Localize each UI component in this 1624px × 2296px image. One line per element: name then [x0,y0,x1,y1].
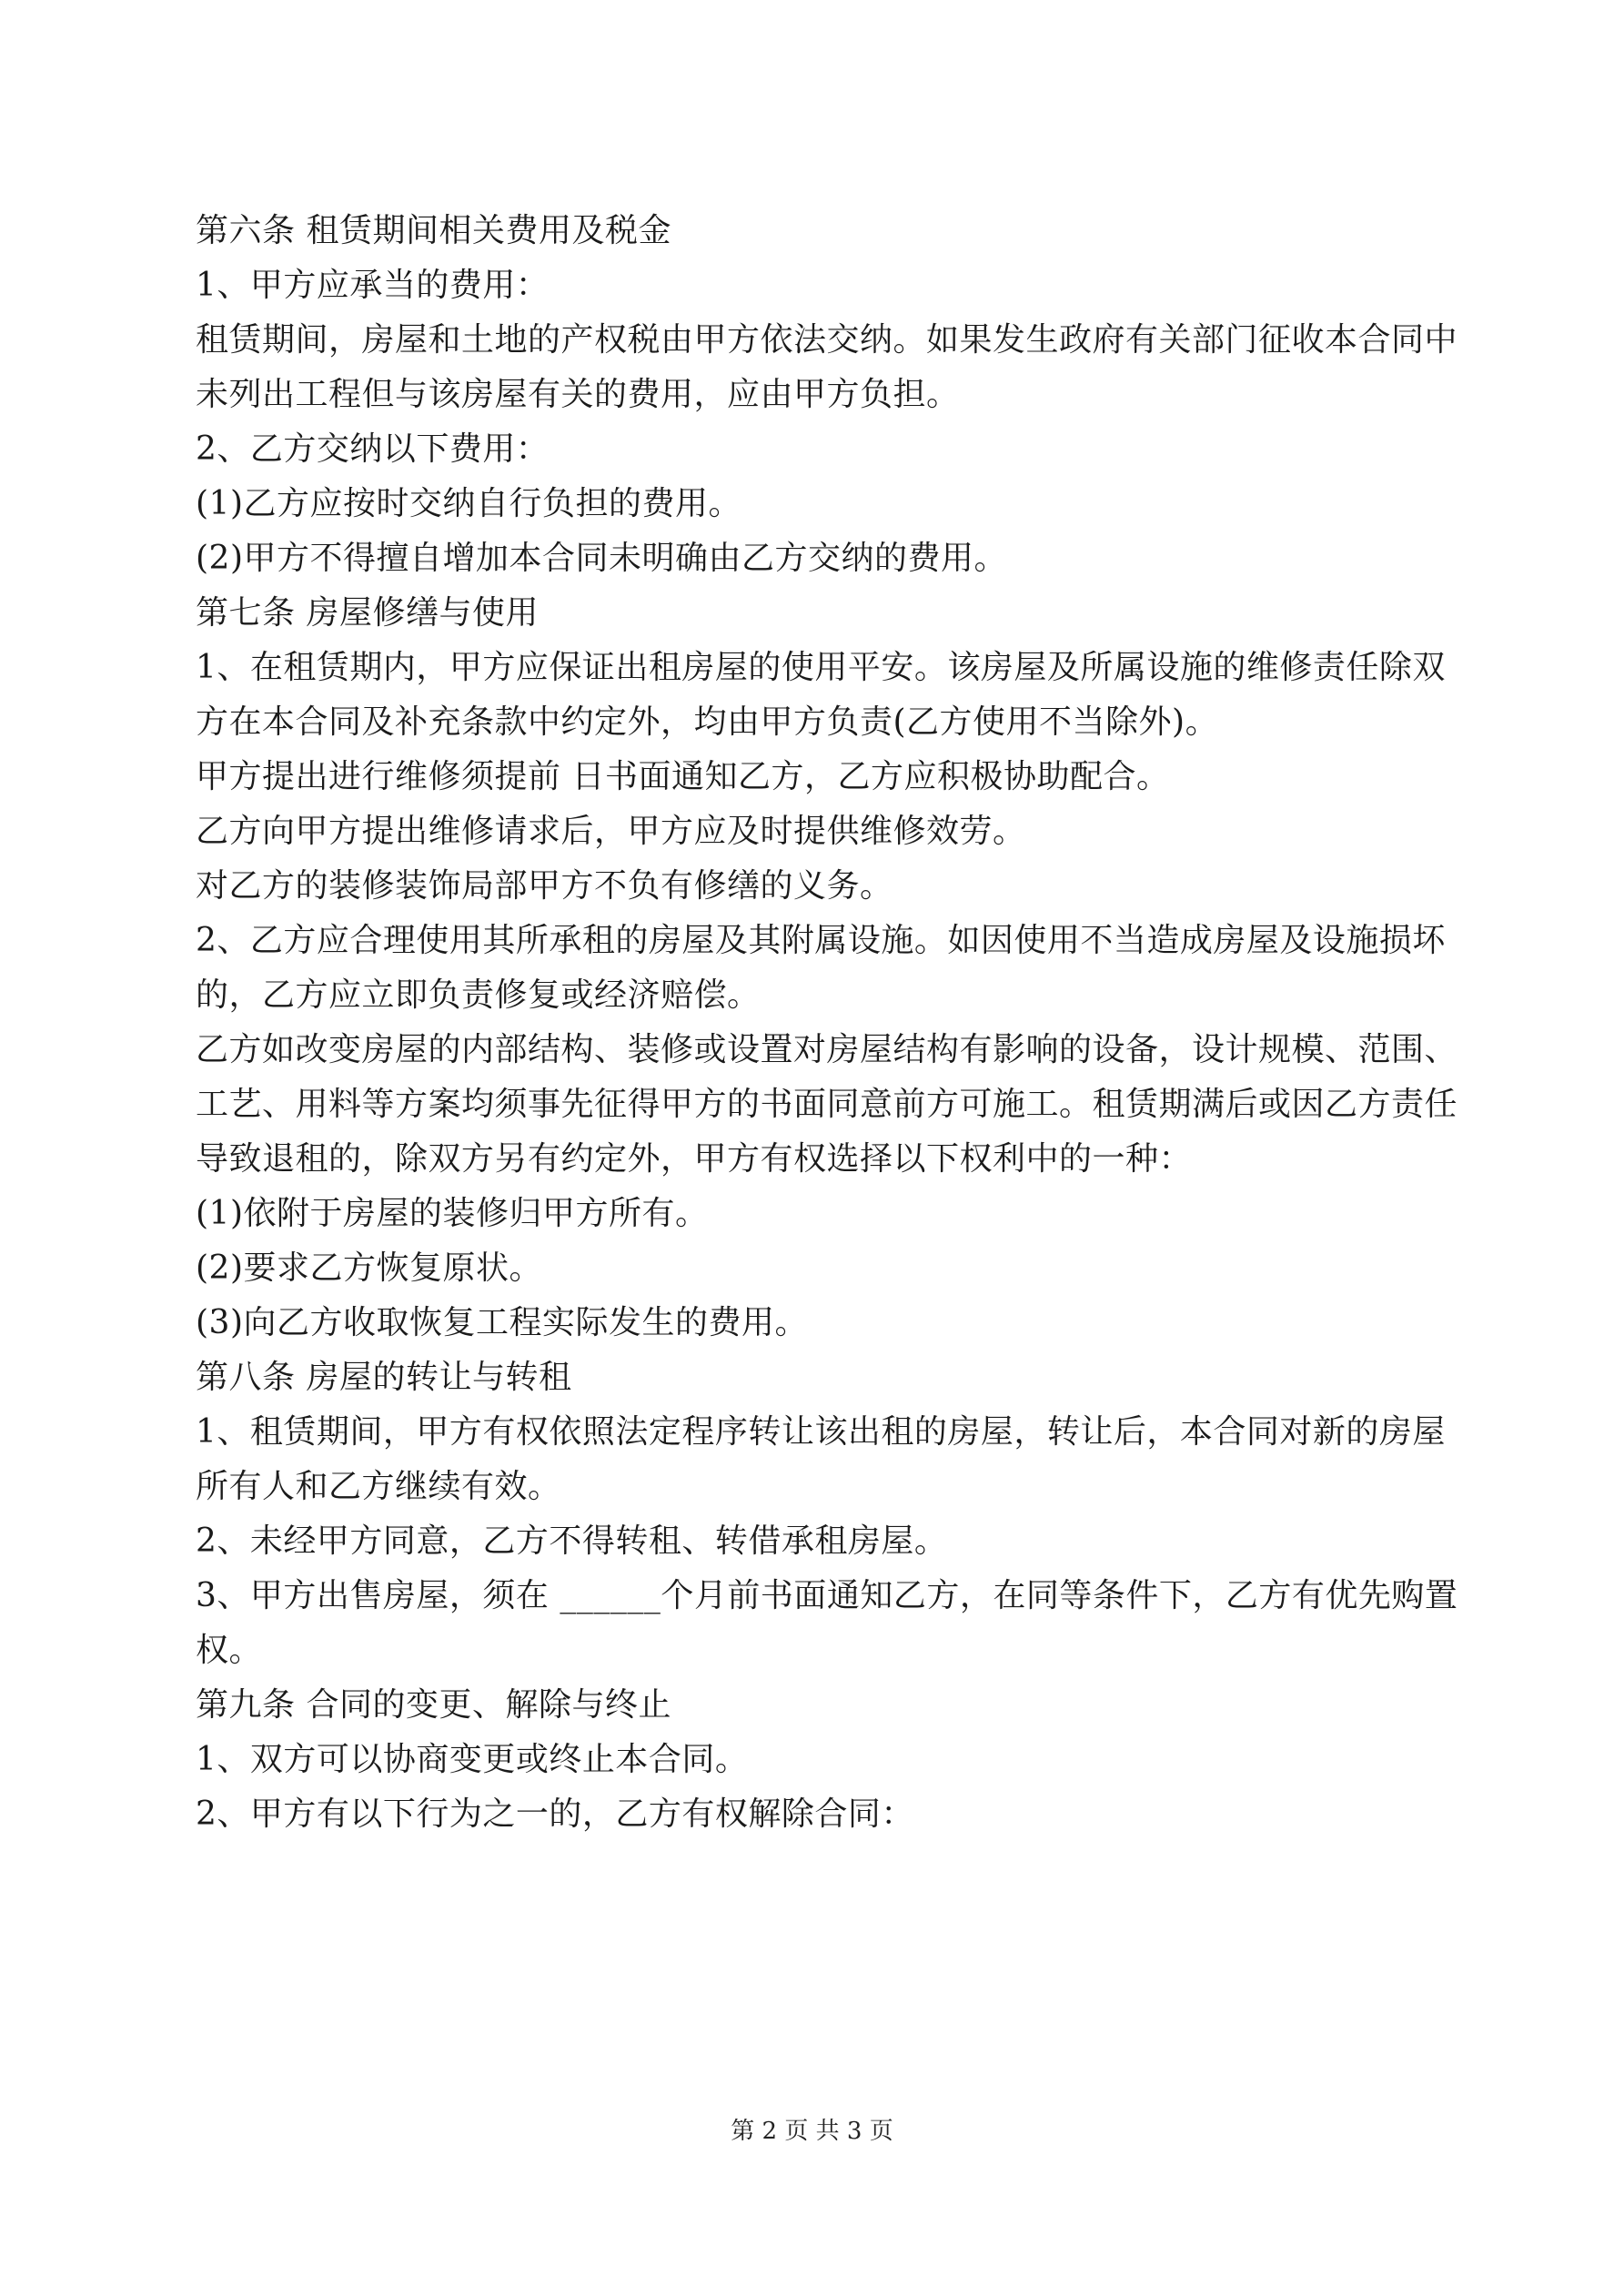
section-heading: 第七条 房屋修缮与使用 [196,594,539,632]
paragraph-line: 租赁期间，房屋和土地的产权税由甲方依法交纳。如果发生政府有关部门征收本合同中 [196,321,1458,359]
paragraph-line: 工艺、用料等方案均须事先征得甲方的书面同意前方可施工。租赁期满后或因乙方责任 [196,1086,1458,1123]
document-body [196,204,1458,1842]
paragraph-line: 对乙方的装修装饰局部甲方不负有修缮的义务。 [196,867,893,905]
paragraph-line: 未列出工程但与该房屋有关的费用，应由甲方负担。 [196,376,960,413]
paragraph-line: 导致退租的，除双方另有约定外，甲方有权选择以下权利中的一种： [196,1140,1193,1178]
paragraph-line: 方在本合同及补充条款中约定外，均由甲方负责(乙方使用不当除外)。 [196,703,1219,741]
paragraph-line: (3)向乙方收取恢复工程实际发生的费用。 [196,1304,808,1341]
paragraph-line: 乙方如改变房屋的内部结构、装修或设置对房屋结构有影响的设备，设计规模、范围、 [196,1031,1458,1068]
section-heading: 第八条 房屋的转让与转租 [196,1359,572,1396]
page-number-footer: 第 2 页 共 3 页 [731,2118,893,2145]
paragraph-line: 2、乙方应合理使用其所承租的房屋及其附属设施。如因使用不当造成房屋及设施损坏 [196,922,1446,959]
paragraph-line: 2、乙方交纳以下费用： [196,430,550,468]
paragraph-line: 1、租赁期间，甲方有权依照法定程序转让该出租的房屋，转让后，本合同对新的房屋 [196,1413,1446,1451]
paragraph-line: 2、未经甲方同意，乙方不得转租、转借承租房屋。 [196,1522,948,1560]
paragraph-line: 1、在租赁期内，甲方应保证出租房屋的使用平安。该房屋及所属设施的维修责任除双 [196,649,1446,686]
section-heading: 第九条 合同的变更、解除与终止 [196,1686,671,1724]
paragraph-line: 的，乙方应立即负责修复或经济赔偿。 [196,976,761,1014]
paragraph-line: (1)依附于房屋的装修归甲方所有。 [196,1195,709,1232]
paragraph-line: 甲方提出进行维修须提前 日书面通知乙方，乙方应积极协助配合。 [196,758,1170,795]
section-heading: 第六条 租赁期间相关费用及税金 [196,212,671,249]
paragraph-line: 3、甲方出售房屋，须在 ______个月前书面通知乙方，在同等条件下，乙方有优先购置 [196,1577,1458,1614]
paragraph-line: 2、甲方有以下行为之一的，乙方有权解除合同： [196,1795,914,1833]
paragraph-line: 权。 [196,1632,263,1669]
paragraph-line: 所有人和乙方继续有效。 [196,1468,561,1505]
paragraph-line: 乙方向甲方提出维修请求后，甲方应及时提供维修效劳。 [196,813,1026,850]
paragraph-line: (2)要求乙方恢复原状。 [196,1249,542,1287]
paragraph-line: 1、甲方应承当的费用： [196,267,550,304]
paragraph-line: (2)甲方不得擅自增加本合同未明确由乙方交纳的费用。 [196,540,1007,577]
paragraph-line: 1、双方可以协商变更或终止本合同。 [196,1741,749,1778]
paragraph-line: (1)乙方应按时交纳自行负担的费用。 [196,485,741,522]
